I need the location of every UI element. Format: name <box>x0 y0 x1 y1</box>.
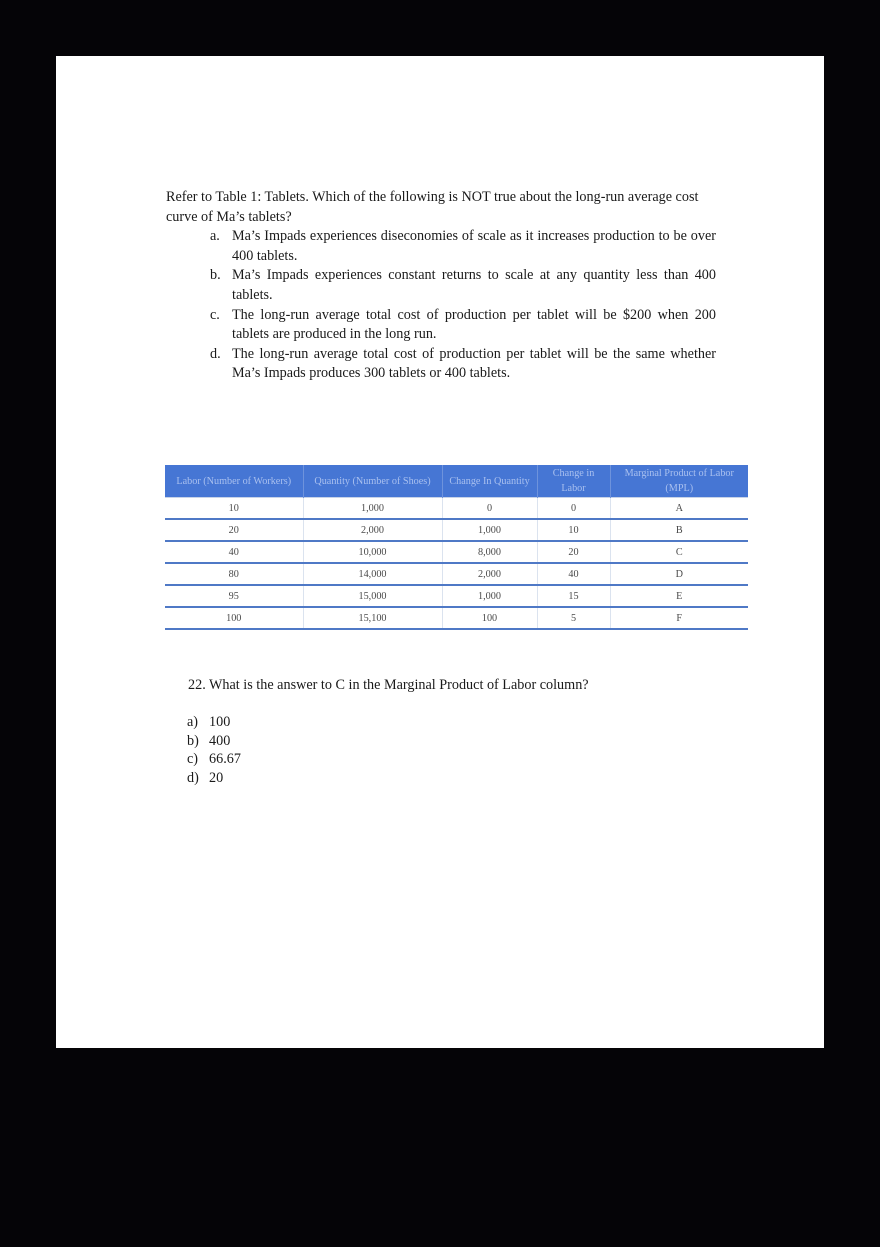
cell-labor: 40 <box>165 541 303 563</box>
cell-change-labor: 20 <box>537 541 610 563</box>
cell-labor: 100 <box>165 607 303 629</box>
answer-option-d <box>166 345 716 384</box>
answer-option-d <box>187 769 747 788</box>
option-letter: b) <box>187 732 199 749</box>
answer-option-c <box>187 750 747 769</box>
cell-change-quantity: 2,000 <box>442 563 537 585</box>
question-22 <box>188 676 748 787</box>
table-row <box>165 585 748 607</box>
option-text: The long-run average total cost of production per tablet will be the same whether Ma’s Impads produces 300 tablets or 400 tablets. <box>232 345 716 382</box>
cell-change-labor: 40 <box>537 563 610 585</box>
marginal-product-table <box>165 465 748 630</box>
header-quantity: Quantity (Number of Shoes) <box>303 465 442 498</box>
option-text: 20 <box>209 769 224 786</box>
cell-change-labor: 5 <box>537 607 610 629</box>
cell-change-quantity: 0 <box>442 498 537 520</box>
cell-mpl: E <box>610 585 748 607</box>
option-letter: b. <box>210 267 221 284</box>
cell-change-quantity: 1,000 <box>442 585 537 607</box>
cell-labor: 10 <box>165 498 303 520</box>
cell-quantity: 2,000 <box>303 519 442 541</box>
answer-options <box>166 227 716 384</box>
answer-option-b <box>166 266 716 305</box>
cell-mpl: C <box>610 541 748 563</box>
cell-quantity: 10,000 <box>303 541 442 563</box>
table-row <box>165 519 748 541</box>
cell-change-quantity: 100 <box>442 607 537 629</box>
header-mpl: Marginal Product of Labor (MPL) <box>610 465 748 498</box>
option-text: The long-run average total cost of production per tablet will be $200 when 200 tablets are produced in the long run. <box>232 306 716 343</box>
table-row <box>165 563 748 585</box>
question-stem: Refer to Table 1: Tablets. Which of the following is NOT true about the long-run average cost curve of Ma’s tablets? <box>166 189 699 225</box>
header-change-labor: Change in Labor <box>537 465 610 498</box>
answer-option-c <box>166 306 716 345</box>
cell-labor: 95 <box>165 585 303 607</box>
question-long-run-cost <box>166 188 716 384</box>
header-change-quantity: Change In Quantity <box>442 465 537 498</box>
cell-quantity: 14,000 <box>303 563 442 585</box>
option-text: 100 <box>209 714 231 730</box>
cell-change-quantity: 8,000 <box>442 541 537 563</box>
table-header-row <box>165 465 748 498</box>
cell-change-labor: 10 <box>537 519 610 541</box>
header-labor: Labor (Number of Workers) <box>165 465 303 498</box>
option-letter: a) <box>187 714 199 730</box>
option-text: Ma’s Impads experiences constant returns to scale at any quantity less than 400 tablets. <box>232 267 716 303</box>
answer-option-a <box>187 713 747 732</box>
option-letter: c) <box>187 751 199 767</box>
cell-labor: 80 <box>165 563 303 585</box>
cell-change-labor: 15 <box>537 585 610 607</box>
cell-mpl: A <box>610 498 748 520</box>
option-letter: d) <box>187 769 199 786</box>
option-letter: a. <box>210 228 220 245</box>
option-text: 66.67 <box>209 751 241 767</box>
option-text: 400 <box>209 732 231 749</box>
cell-labor: 20 <box>165 519 303 541</box>
question-stem: 22. What is the answer to C in the Marginal Product of Labor column? <box>188 677 589 693</box>
document-page <box>56 56 824 1048</box>
answer-option-a <box>166 227 716 266</box>
option-letter: d. <box>210 345 221 362</box>
table-row <box>165 541 748 563</box>
cell-mpl: D <box>610 563 748 585</box>
cell-mpl: B <box>610 519 748 541</box>
cell-change-labor: 0 <box>537 498 610 520</box>
cell-quantity: 15,100 <box>303 607 442 629</box>
table-row <box>165 607 748 629</box>
answer-option-b <box>187 732 747 751</box>
cell-quantity: 15,000 <box>303 585 442 607</box>
cell-change-quantity: 1,000 <box>442 519 537 541</box>
cell-mpl: F <box>610 607 748 629</box>
option-letter: c. <box>210 306 220 323</box>
answer-options <box>187 713 747 787</box>
cell-quantity: 1,000 <box>303 498 442 520</box>
option-text: Ma’s Impads experiences diseconomies of scale as it increases production to be over 400 tablets. <box>232 228 716 264</box>
table-row <box>165 498 748 520</box>
